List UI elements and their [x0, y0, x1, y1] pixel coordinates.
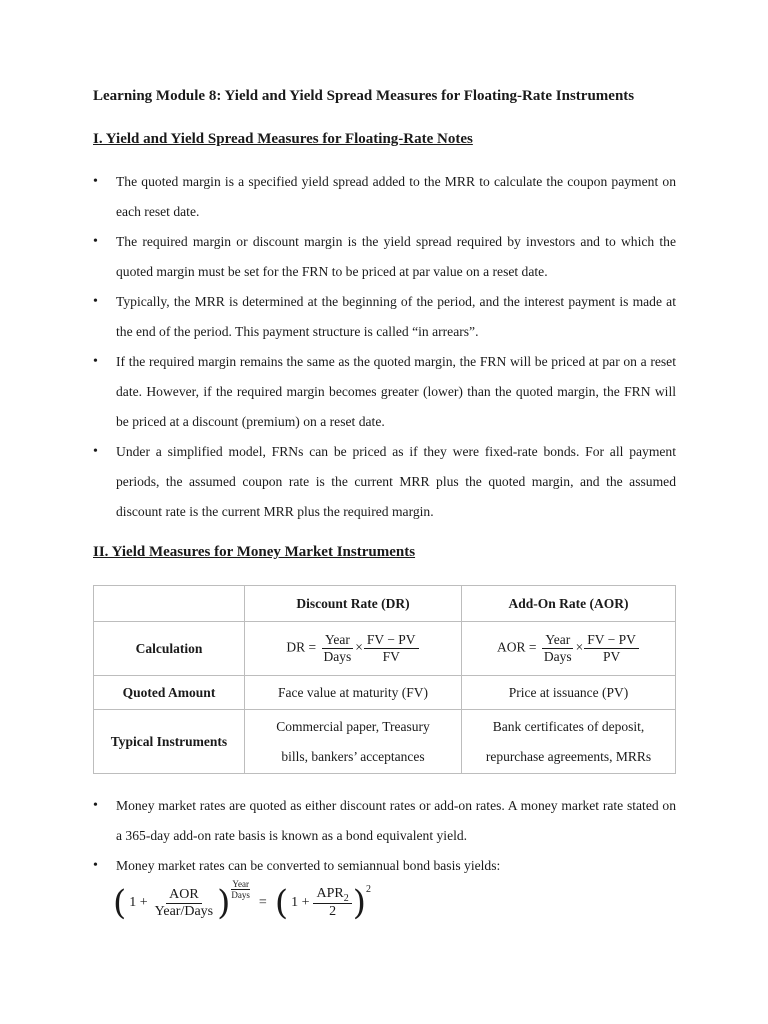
dr-formula — [245, 622, 462, 676]
table-row — [94, 622, 676, 676]
fraction-numerator: AOR — [166, 887, 202, 904]
section-heading-money-market: II. Yield Measures for Money Market Instruments — [93, 544, 416, 560]
row-label-calculation: Calculation — [94, 622, 245, 676]
row-label-quoted-amount: Quoted Amount — [94, 676, 245, 710]
apr-base: APR — [316, 886, 344, 901]
table-row — [94, 710, 676, 774]
cell-line: Bank certificates of deposit, — [492, 718, 645, 734]
fraction-numerator: Year — [232, 878, 249, 889]
apr-subscript: 2 — [343, 893, 349, 904]
table-cell — [245, 710, 462, 774]
aor-column-header: Add-On Rate (AOR) — [462, 586, 676, 622]
cell-line: Commercial paper, Treasury — [276, 718, 430, 734]
table-corner-cell — [94, 586, 245, 622]
one-plus: 1 + — [291, 895, 310, 910]
aor-year-days-fraction — [152, 887, 216, 920]
aor-formula-lhs: AOR = — [497, 639, 537, 655]
table-row — [94, 676, 676, 710]
rhs-exponent: 2 — [365, 883, 371, 895]
dr-column-header: Discount Rate (DR) — [245, 586, 462, 622]
row-label-typical-instruments: Typical Instruments — [94, 710, 245, 774]
aor-formula — [462, 622, 676, 676]
fraction-denominator: Days — [231, 889, 250, 900]
fraction-denominator: FV — [382, 649, 400, 664]
times-sign: × — [575, 639, 584, 655]
money-market-table — [93, 585, 676, 774]
dr-formula-lhs: DR = — [286, 639, 317, 655]
cell-line: bills, bankers’ acceptances — [281, 748, 425, 764]
table-cell: Price at issuance (PV) — [462, 676, 676, 710]
fv-pv-fraction — [364, 632, 419, 665]
list-item: • Money market rates can be converted to semiannual bond basis yields: — [93, 851, 676, 881]
times-sign: × — [355, 639, 363, 655]
list-item: • The required margin or discount margin is the yield spread required by investors and to which the quoted margin must be set for the FRN to be priced at par value on a reset date. — [93, 227, 676, 287]
table-header-row — [94, 586, 676, 622]
money-market-bullet-list — [93, 791, 676, 881]
open-paren: ( — [274, 883, 289, 923]
fv-pv-fraction — [584, 632, 639, 665]
equals-sign: = — [258, 895, 267, 910]
section-heading-frn: I. Yield and Yield Spread Measures for Floating-Rate Notes — [93, 131, 473, 147]
open-paren: ( — [113, 883, 127, 923]
fraction-numerator: FV − PV — [364, 632, 419, 649]
one-plus: 1 + — [129, 895, 148, 910]
table-cell: Face value at maturity (FV) — [245, 676, 462, 710]
list-item: • Money market rates are quoted as either discount rates or add-on rates. A money market rate stated on a 365-day add-on rate basis is known as a bond equivalent yield. — [93, 791, 676, 851]
apr-fraction — [313, 886, 351, 920]
table-cell — [462, 710, 676, 774]
fraction-denominator: Year/Days — [154, 903, 214, 919]
module-title: Learning Module 8: Yield and Yield Spread Measures for Floating-Rate Instruments — [93, 88, 635, 104]
fraction-numerator — [313, 886, 351, 904]
cell-line: repurchase agreements, MRRs — [485, 748, 652, 764]
list-item: • The quoted margin is a specified yield spread added to the MRR to calculate the coupon payment on each reset date. — [93, 167, 676, 227]
list-item: • Under a simplified model, FRNs can be priced as if they were fixed-rate bonds. For all payment periods, the assumed coupon rate is the current MRR plus the quoted margin, and the assumed discount rate is the current MRR plus the required margin. — [93, 437, 676, 527]
close-paren: ) — [217, 883, 231, 923]
frn-bullet-list — [93, 167, 676, 527]
fraction-denominator: Days — [323, 649, 352, 664]
list-item: • Typically, the MRR is determined at the beginning of the period, and the interest payment is made at the end of the period. This payment structure is called “in arrears”. — [93, 287, 676, 347]
year-days-fraction — [541, 632, 575, 665]
fraction-denominator: PV — [602, 649, 621, 664]
fraction-numerator: Year — [542, 632, 573, 649]
year-days-fraction — [321, 632, 355, 665]
bond-basis-conversion-formula — [113, 878, 371, 923]
list-item: • If the required margin remains the same as the quoted margin, the FRN will be priced at par on a reset date. However, if the required margin becomes greater (lower) than the quoted margin, the FRN will be priced at a discount (premium) on a reset date. — [93, 347, 676, 437]
close-paren: ) — [352, 883, 366, 923]
fraction-denominator: 2 — [329, 904, 337, 919]
fraction-numerator: Year — [322, 632, 353, 649]
fraction-numerator: FV − PV — [584, 632, 639, 649]
fraction-denominator: Days — [543, 649, 572, 664]
exponent-fraction — [230, 879, 251, 900]
